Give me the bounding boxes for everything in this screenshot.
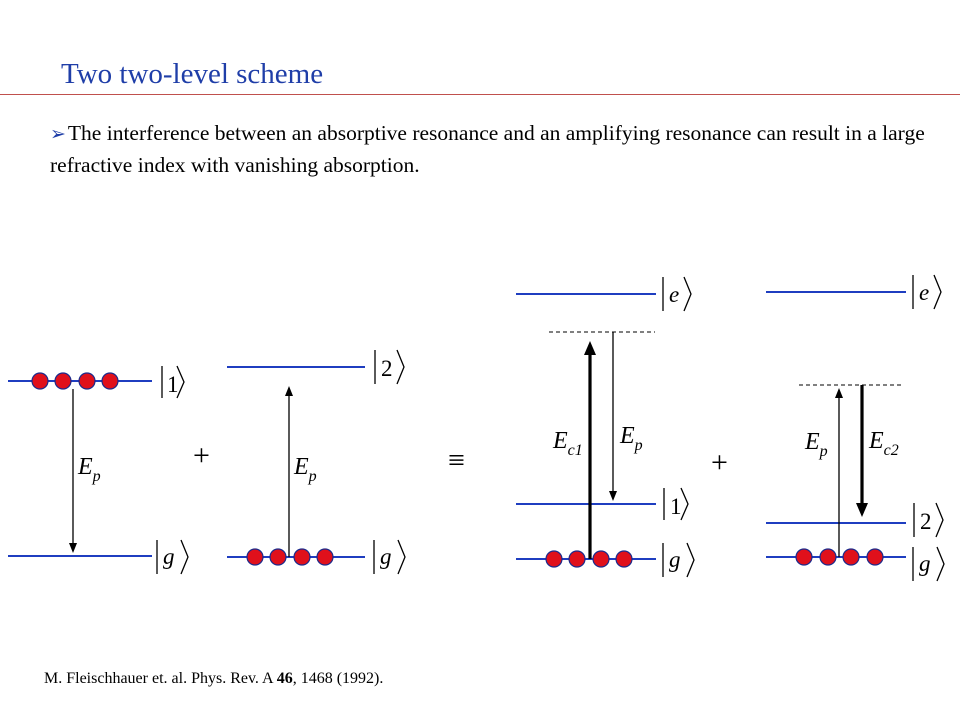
atom xyxy=(867,549,883,565)
reference-suffix: , 1468 (1992). xyxy=(292,670,384,687)
reference-volume: 46 xyxy=(276,670,293,687)
ket-1 xyxy=(664,488,688,520)
equivalence-operator: ≡ xyxy=(448,444,465,477)
panel-three-level-1 xyxy=(516,277,694,577)
ket-2 xyxy=(375,350,404,384)
atom xyxy=(317,549,333,565)
transition-label: $E_p$ xyxy=(78,454,101,485)
atom xyxy=(796,549,812,565)
svg-text:1: 1 xyxy=(167,372,179,397)
svg-text:1: 1 xyxy=(670,494,682,519)
atom xyxy=(616,551,632,567)
transition-label: $E_p$ xyxy=(805,429,828,460)
reference-prefix: M. Fleischhauer et. al. Phys. Rev. A xyxy=(44,670,277,687)
atom xyxy=(569,551,585,567)
ket-g xyxy=(913,547,944,581)
atom xyxy=(843,549,859,565)
arrow-bullet-icon: ➢ xyxy=(50,124,66,145)
panel-three-level-2 xyxy=(766,275,944,581)
svg-text:2: 2 xyxy=(381,356,393,381)
ket-2 xyxy=(914,503,943,537)
svg-text:e: e xyxy=(669,282,680,307)
plus-operator: + xyxy=(711,446,728,479)
slide-title: Two two-level scheme xyxy=(61,58,324,90)
ket-g xyxy=(663,543,694,577)
atom xyxy=(820,549,836,565)
svg-text:2: 2 xyxy=(920,509,932,534)
transition-label: $E_{c2}$ xyxy=(869,428,899,459)
svg-text:g: g xyxy=(919,551,931,576)
ket-e xyxy=(913,275,941,309)
atom xyxy=(32,373,48,389)
svg-text:g: g xyxy=(380,544,392,569)
transition-label: $E_p$ xyxy=(620,423,643,454)
reference-citation xyxy=(44,670,383,688)
transition-label: $E_{c1}$ xyxy=(553,428,583,459)
ket-1 xyxy=(162,366,184,398)
atom xyxy=(546,551,562,567)
atom xyxy=(102,373,118,389)
bullet-text: The interference between an absorptive resonance and an amplifying resonance can result in a large refractive index with vanishing absorption. xyxy=(50,121,925,177)
atom xyxy=(270,549,286,565)
atom xyxy=(79,373,95,389)
atom xyxy=(247,549,263,565)
ket-e xyxy=(663,277,691,311)
ket-g xyxy=(374,540,405,574)
ket-g xyxy=(157,540,188,574)
svg-text:e: e xyxy=(919,280,930,305)
transition-label: $E_p$ xyxy=(294,454,317,485)
svg-text:g: g xyxy=(669,547,681,572)
atom xyxy=(593,551,609,567)
plus-operator: + xyxy=(193,439,210,472)
panel-absorptive xyxy=(8,366,188,574)
atom xyxy=(294,549,310,565)
panel-amplifying xyxy=(227,350,405,574)
atom xyxy=(55,373,71,389)
svg-text:g: g xyxy=(163,544,175,569)
